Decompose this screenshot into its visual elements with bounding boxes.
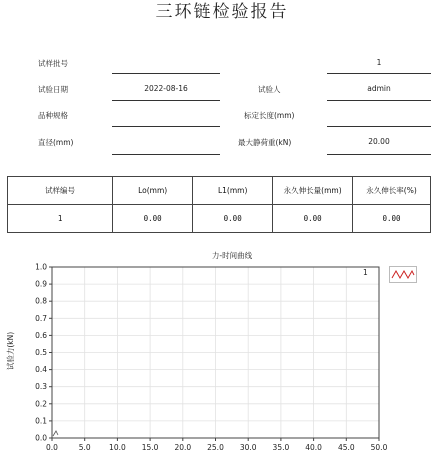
spec-label: 品种规格 [38, 111, 68, 120]
y-tick-label: 0.1 [35, 416, 47, 426]
x-tick-label: 10.0 [109, 443, 126, 452]
x-tick-label: 50.0 [370, 443, 388, 452]
x-tick-label: 30.0 [239, 443, 257, 452]
maxload-value: 20.00 [368, 137, 390, 146]
legend-box [389, 266, 417, 283]
gauge-underline [327, 126, 431, 127]
table-cell: 0.00 [113, 205, 193, 233]
diameter-label: 直径(mm) [38, 138, 74, 147]
y-tick-label: 0.8 [35, 296, 47, 306]
series-label: 1 [363, 268, 368, 277]
info-section [0, 0, 444, 170]
table-cell: 0.00 [273, 205, 353, 233]
table-header-cell: L1(mm) [193, 177, 273, 205]
y-tick-label: 0.4 [35, 365, 47, 375]
chart-ticks [35, 263, 388, 453]
y-tick-label: 0.2 [35, 399, 47, 409]
force-time-chart [0, 246, 444, 456]
maxload-label: 最大静荷重(kN) [238, 138, 292, 147]
table-row [8, 205, 431, 233]
y-tick-label: 1.0 [35, 262, 47, 272]
x-tick-label: 15.0 [141, 443, 159, 452]
x-tick-label: 5.0 [78, 443, 91, 452]
batch-underline [112, 73, 220, 74]
report-title: 三环链检验报告 [155, 2, 289, 22]
tester-underline [327, 100, 431, 101]
x-tick-label: 25.0 [207, 443, 224, 452]
y-tick-label: 0.7 [35, 313, 47, 323]
spec-underline [112, 126, 220, 127]
chart-ylabel: 试验力(kN) [6, 331, 15, 371]
table-header-cell: Lo(mm) [113, 177, 193, 205]
gauge-label: 标定长度(mm) [244, 111, 295, 120]
chart-title: 力-时间曲线 [211, 251, 253, 260]
batch-label: 试样批号 [38, 59, 68, 68]
x-tick-label: 40.0 [305, 443, 322, 452]
x-tick-label: 0.0 [46, 443, 58, 452]
maxload-underline [327, 154, 431, 155]
date-underline [112, 100, 220, 101]
waveform-icon [390, 267, 416, 282]
x-tick-label: 35.0 [272, 443, 290, 452]
x-tick-label: 20.0 [174, 443, 192, 452]
chart-grid [52, 267, 379, 438]
origin-marker [53, 431, 58, 436]
tester-value: admin [367, 84, 391, 93]
batch-underline-right [327, 73, 431, 74]
table-cell: 0.00 [193, 205, 273, 233]
y-tick-label: 0.6 [35, 330, 47, 340]
table-cell: 0.00 [353, 205, 431, 233]
y-tick-label: 0.3 [35, 382, 47, 392]
table-header-cell: 永久伸长率(%) [353, 177, 431, 205]
date-value: 2022-08-16 [144, 84, 188, 93]
date-label: 试验日期 [38, 85, 68, 94]
table-header-cell: 永久伸长量(mm) [273, 177, 353, 205]
chart-series [53, 431, 58, 436]
tester-label: 试验人 [258, 85, 281, 94]
batch-value: 1 [376, 58, 382, 67]
y-tick-label: 0.0 [35, 433, 47, 443]
table-header-row [8, 177, 431, 205]
diameter-underline [112, 154, 220, 155]
table-cell: 1 [8, 205, 113, 233]
table-header-cell: 试样编号 [8, 177, 113, 205]
y-tick-label: 0.5 [35, 348, 47, 357]
x-tick-label: 45.0 [337, 443, 355, 452]
y-tick-label: 0.9 [35, 279, 47, 289]
results-table [7, 176, 431, 233]
